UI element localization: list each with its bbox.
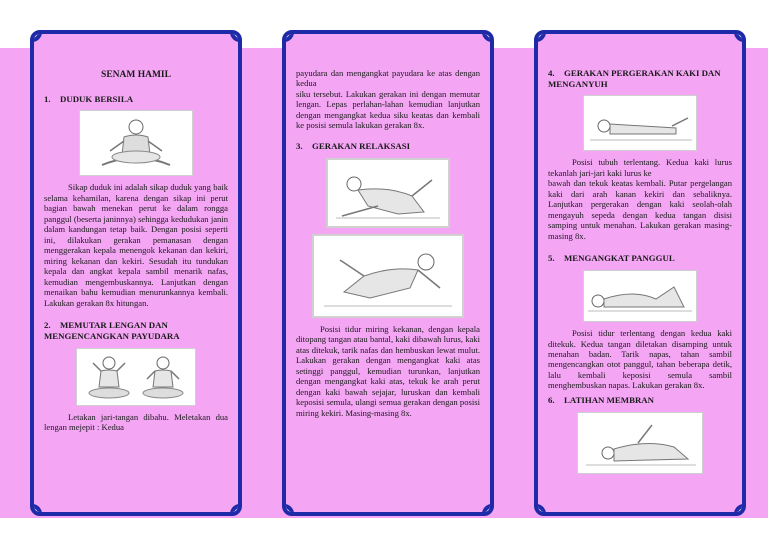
corner-notch	[534, 30, 546, 42]
corner-notch	[734, 30, 746, 42]
relaxation-pose-image-2	[312, 234, 464, 318]
corner-notch	[30, 30, 42, 42]
membrane-exercise-image	[577, 412, 703, 474]
leg-movement-image	[583, 95, 697, 151]
pelvic-lift-image	[583, 270, 697, 322]
corner-notch	[230, 30, 242, 42]
sitting-cross-legged-image	[79, 110, 193, 176]
section-1-text: Sikap duduk ini adalah sikap duduk yang baik selama kehamilan, karena dengan sikap ini perut bagian bawah menekan perut ke dalam rongga panggul (beserta janinnya) sehingga kedudukan janin dalam kandungan tetap baik. Dengan posisi seperti ini, dilakukan gerakan pemanasan dengan menggerakan kepala menengok kekanan dan kekiri, miring kekanan dan kekiri. Sesudah itu tundukan kepala dan angkat kepala sambil menarik nafas, kemudian mengembuskannya. Lanjutkan dengan menaikan bahu kemudian menurunkannya kembali. Lakukan gerakan 8x hitungan.	[44, 182, 228, 308]
section-4-text-2: bawah dan tekuk keatas kembali. Putar pergelangan kaki dari arah kanan kekiri dan sebaliknya. Lanjutkan pergerakan dengan kaki seolah-olah mengayuh sepeda dengan kedua tangan disisi samping untuk menahan. Lakukan gerakan masing-masing 8x.	[548, 178, 732, 241]
section-5-heading: 5. MENGANGKAT PANGGUL	[548, 253, 675, 264]
relaxation-pose-image-1	[326, 158, 450, 228]
panel-right	[534, 30, 746, 516]
section-5-text: Posisi tidur terlentang dengan kedua kaki ditekuk. Kedua tangan diletakan disamping untuk menahan badan. Tarik napas, tahan sambil mengencangkan otot panggul, tahan beberapa detik, lalu kembali keposisi semula sambil menghembuskan napas. Lakukan gerakan 8x.	[548, 328, 732, 391]
corner-notch	[482, 30, 494, 42]
continued-text-2: siku tersebut. Lakukan gerakan ini dengan memutar lengan. Lepas perlahan-lahan kemudian lanjutkan dengan mengangkat kedua siku keatas dan kembali ke posisi semula lakukan gerakan 8x.	[296, 88, 480, 131]
section-1-heading: 1. DUDUK BERSILA	[44, 93, 134, 104]
section-3-heading: 3. GERAKAN RELAKSASI	[296, 140, 411, 151]
continued-text-1: payudara dan mengangkat payudara ke atas dengan kedua	[296, 68, 480, 89]
arm-circle-image	[76, 348, 196, 406]
section-4-heading: 4. GERAKAN PERGERAKAN KAKI DAN MENGANYUH	[548, 68, 721, 89]
panel-left	[30, 30, 242, 516]
section-4-text-1: Posisi tubuh terlentang. Kedua kaki lurus tekanlah jari-jari kaki lurus ke	[548, 157, 732, 178]
section-2-heading: 2. MEMUTAR LENGAN DAN MENGENCANGKAN PAYUDARA	[44, 320, 180, 341]
corner-notch	[282, 30, 294, 42]
page-title: SENAM HAMIL	[101, 70, 171, 80]
section-3-text: Posisi tidur miring kekanan, dengan kepala ditopang tangan atau bantal, kaki dibawah lurus, kaki atas ditekuk, tarik nafas dan hembuskan lewat mulut. Lakukan gerakan dengan mengangkat kaki atas setinggi panggul, kemudian turunkan, lanjutkan dengan mengangkat kaki atas, tekuk ke arah perut dengan kaki bawah sejajar, luruskan dan kembali keposisi semula, ulangi semua gerakan dengan posisi miring kekiri. Masing-masing 8x.	[296, 323, 480, 418]
section-2-text: Letakan jari-tangan dibahu. Meletakan dua lengan mejepit : Kedua	[44, 411, 228, 433]
section-6-heading: 6. LATIHAN MEMBRAN	[548, 394, 655, 405]
panel-middle	[282, 30, 494, 516]
